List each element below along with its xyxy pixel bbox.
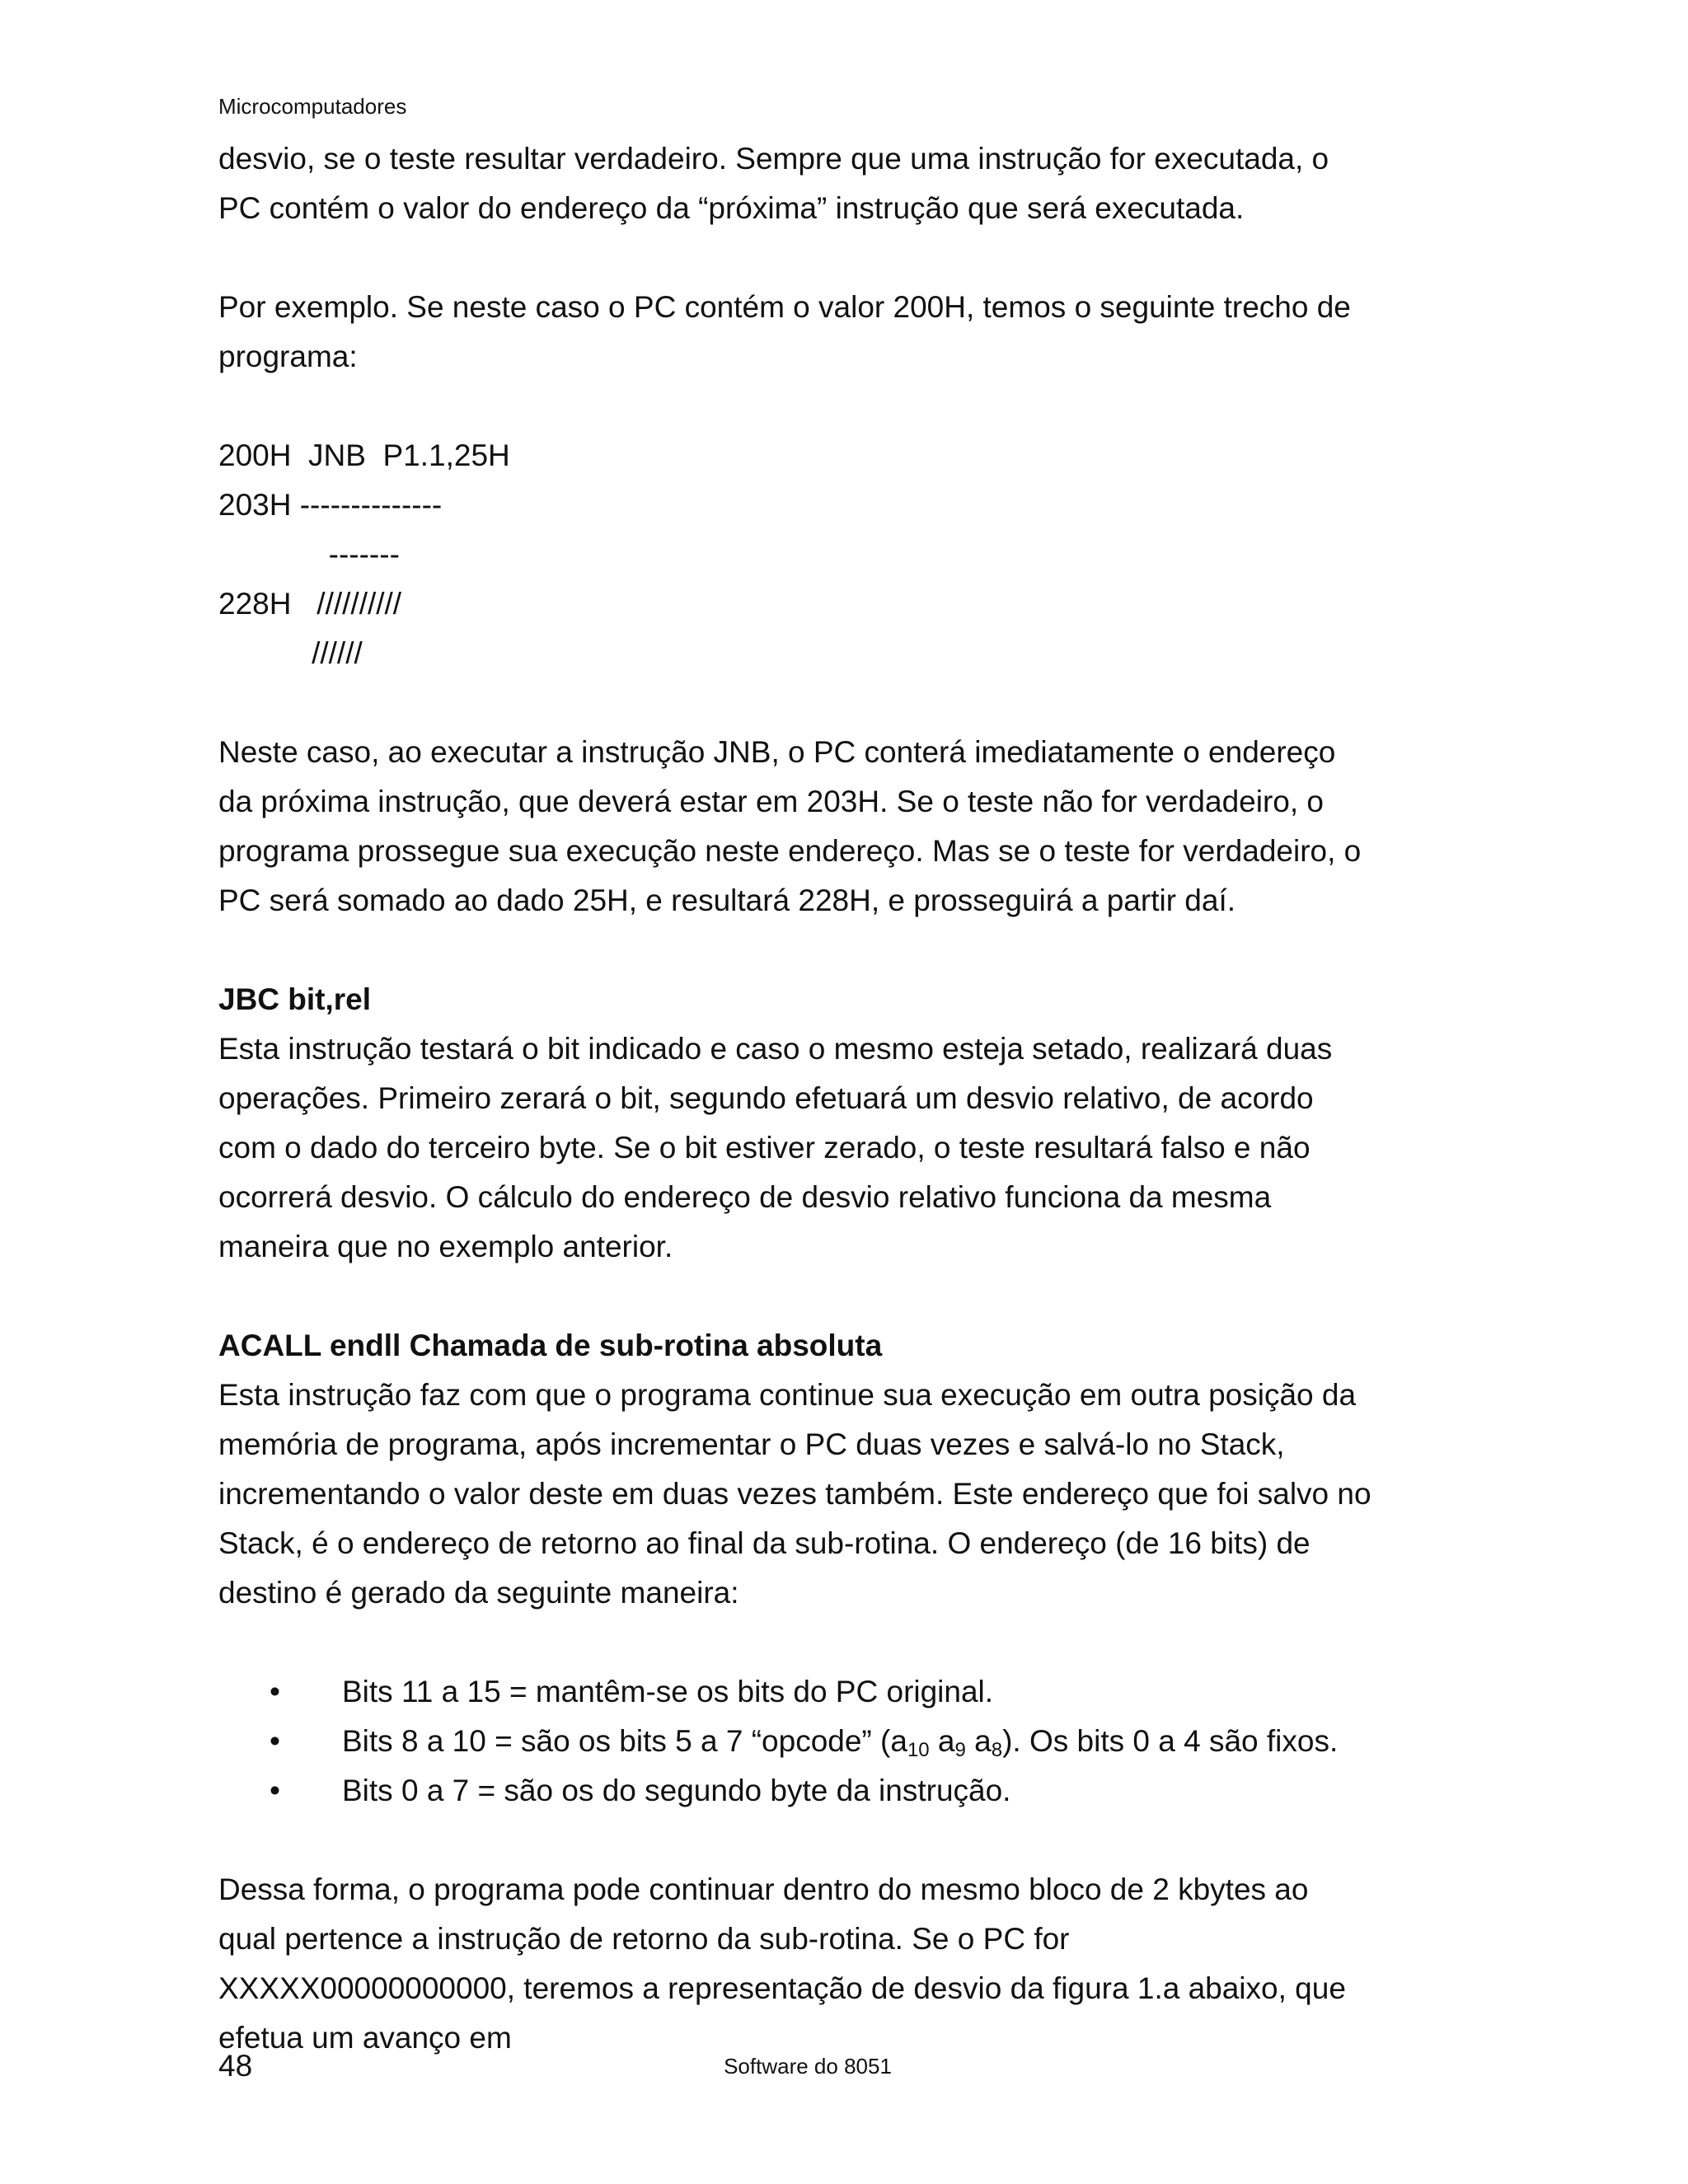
list-item — [218, 1766, 1372, 1816]
subscript: 10 — [907, 1739, 930, 1761]
spacer — [218, 1272, 1372, 1321]
bullet-icon: • — [270, 1675, 280, 1708]
page-number: 48 — [218, 2049, 253, 2083]
list-item — [218, 1717, 1372, 1766]
section-heading-jbc: JBC bit,rel — [218, 982, 372, 1016]
running-footer: Software do 8051 — [724, 2054, 892, 2079]
spacer — [218, 678, 1372, 728]
bullet-list — [218, 1667, 1372, 1816]
page-body — [218, 134, 1372, 2063]
text-segment: a — [929, 1724, 955, 1758]
text-segment: Bits 8 a 10 = são os bits 5 a 7 “opcode” (a — [342, 1724, 907, 1758]
code-line: 200H JNB P1.1,25H — [218, 438, 510, 472]
spacer — [218, 926, 1372, 975]
paragraph-jbc: Esta instrução testará o bit indicado e caso o mesmo esteja setado, realizará duas operações. Primeiro zerará o bit, segundo efetuará um desvio relativo, de acordo com o dado do terceiro byte. Se o bit estiver zerado, o teste resultará falso e não ocorrerá desvio. O cálculo do endereço de desvio relativo funciona da mesma maneira que no exemplo anterior. — [218, 1032, 1333, 1263]
code-line: ------- — [218, 537, 400, 571]
paragraph-intro: desvio, se o teste resultar verdadeiro. Sempre que uma instrução for executada, o PC contém o valor do endereço da “próxima” instrução que será executada. — [218, 142, 1329, 225]
code-line: 203H -------------- — [218, 488, 443, 522]
code-line: ////// — [218, 636, 363, 670]
running-header: Microcomputadores — [218, 94, 407, 119]
paragraph-jnb-explanation: Neste caso, ao executar a instrução JNB, o PC conterá imediatamente o endereço da próxima instrução, que deverá estar em 203H. Se o teste não for verdadeiro, o programa prossegue sua execução neste endereço. Mas se o teste for verdadeiro, o PC será somado ao dado 25H, e resultará 228H, e prosseguirá a partir daí. — [218, 735, 1362, 917]
spacer — [218, 382, 1372, 431]
spacer — [218, 233, 1372, 283]
list-item-text: Bits 0 a 7 = são os do segundo byte da instrução. — [342, 1774, 1011, 1807]
text-segment: a — [965, 1724, 992, 1758]
section-heading-acall: ACALL endll Chamada de sub-rotina absoluta — [218, 1329, 883, 1362]
code-listing — [218, 431, 1372, 678]
list-item — [218, 1667, 1372, 1717]
spacer — [218, 1816, 1372, 1865]
list-item-text — [342, 1724, 1339, 1761]
text-segment: ). Os bits 0 a 4 são fixos. — [1002, 1724, 1339, 1758]
paragraph-acall: Esta instrução faz com que o programa continue sua execução em outra posição da memória de programa, após incrementar o PC duas vezes e salvá-lo no Stack, incrementando o valor deste em duas vezes também. Este endereço que foi salvo no Stack, é o endereço de retorno ao final da sub-rotina. O endereço (de 16 bits) de destino é gerado da seguinte maneira: — [218, 1378, 1372, 1610]
bullet-icon: • — [270, 1774, 280, 1807]
subscript: 8 — [991, 1739, 1003, 1761]
subscript: 9 — [954, 1739, 966, 1761]
bullet-icon: • — [270, 1724, 280, 1758]
code-line: 228H ////////// — [218, 587, 402, 621]
list-item-text: Bits 11 a 15 = mantêm-se os bits do PC original. — [342, 1675, 994, 1708]
paragraph-conclusion: Dessa forma, o programa pode continuar dentro do mesmo bloco de 2 kbytes ao qual pertence a instrução de retorno da sub-rotina. Se o PC for XXXXX00000000000, teremos a representação de desvio da figura 1.a abaixo, que efetua um avanço em — [218, 1872, 1346, 2055]
paragraph-example: Por exemplo. Se neste caso o PC contém o valor 200H, temos o seguinte trecho de programa: — [218, 290, 1351, 373]
spacer — [218, 1618, 1372, 1667]
